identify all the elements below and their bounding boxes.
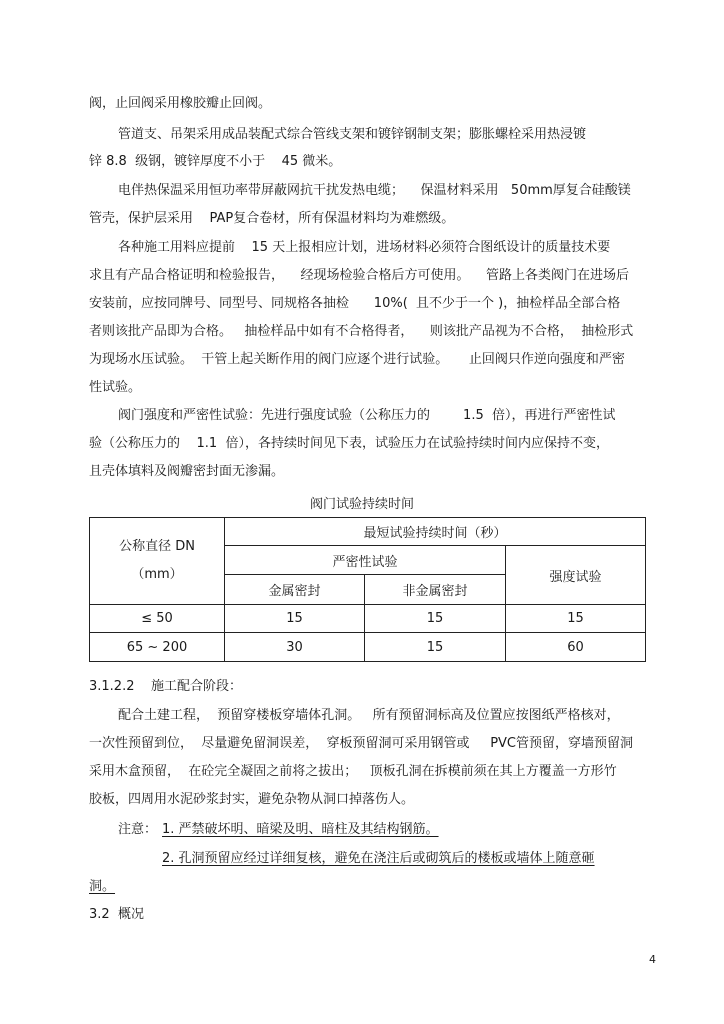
section-heading: 3.1.2.2 施工配合阶段： xyxy=(89,679,243,694)
text-line: 者则该批产品即为合格。 抽检样品中如有不合格得者， 则该批产品视为不合格， 抽检形式 xyxy=(89,324,634,339)
text-line: 为现场水压试验。 干管上起关断作用的阀门应逐个进行试验。 止回阀只作逆向强度和严密 xyxy=(89,352,625,367)
text-line: 管壳，保护层采用 PAP复合卷材，所有保温材料均为难燃级。 xyxy=(89,211,455,226)
cell-metal: 30 xyxy=(225,633,365,662)
text-line: 各种施工用料应提前 15 天上报相应计划，进场材料必须符合图纸设计的质量技术要 xyxy=(118,240,611,255)
text-line: 管道支、吊架采用成品装配式综合管线支架和镀锌钢制支架；膨胀螺栓采用热浸镀 xyxy=(118,127,587,142)
text-line: 胶板，四周用水泥砂浆封实，避免杂物从洞口掉落伤人。 xyxy=(89,792,415,807)
text-line: 电伴热保温采用恒功率带屏蔽网抗干扰发热电缆； 保温材料采用 50mm厚复合硅酸镁 xyxy=(118,183,631,198)
note-label: 注意： xyxy=(118,822,158,837)
text-line: 安装前，应按同牌号、同型号、同规格各抽检 10%( 且不少于一个 )，抽检样品全部合格 xyxy=(89,296,621,311)
cell-strength: 15 xyxy=(506,605,646,633)
note-item-2-cont: 洞。 xyxy=(89,879,116,894)
table-caption: 阀门试验持续时间 xyxy=(309,497,414,512)
header-dn-unit: （mm） xyxy=(131,567,183,582)
header-nonmetal: 非金属密封 xyxy=(365,575,506,605)
table-row xyxy=(90,605,646,633)
cell-nonmetal: 15 xyxy=(365,633,506,662)
text-line: 且壳体填料及阀瓣密封面无渗漏。 xyxy=(89,464,285,479)
text-line: 锌 8.8 级钢，镀锌厚度不小于 45 微米。 xyxy=(89,154,342,169)
cell-dn: ≤ 50 xyxy=(90,605,225,633)
header-dn-cell xyxy=(90,518,225,605)
header-metal: 金属密封 xyxy=(225,575,365,605)
text-line: 采用木盒预留， 在砼完全凝固之前将之拔出； 顶板孔洞在拆模前须在其上方覆盖一方形竹 xyxy=(89,764,617,779)
note-item-2: 2. 孔洞预留应经过详细复核，避免在浇注后或砌筑后的楼板或墙体上随意砸 xyxy=(162,851,595,866)
table-row xyxy=(90,633,646,662)
text-line: 阀门强度和严密性试验：先进行强度试验（公称压力的 1.5 倍），再进行严密性试 xyxy=(118,408,616,423)
cell-metal: 15 xyxy=(225,605,365,633)
text-line: 配合土建工程， 预留穿楼板穿墙体孔洞。 所有预留洞标高及位置应按图纸严格核对， xyxy=(118,708,620,723)
text-line: 验（公称压力的 1.1 倍），各持续时间见下表，试验压力在试验持续时间内应保持不变， xyxy=(89,436,609,451)
text-line: 阀，止回阀采用橡胶瓣止回阀。 xyxy=(89,96,272,111)
header-dn-label: 公称直径 DN xyxy=(119,539,195,554)
text-line: 求且有产品合格证明和检验报告， 经现场检验合格后方可使用。 管路上各类阀门在进场后 xyxy=(89,268,630,283)
header-strength: 强度试验 xyxy=(506,546,646,605)
header-duration: 最短试验持续时间（秒） xyxy=(225,518,646,546)
text-line: 性试验。 xyxy=(89,380,142,395)
header-tightness: 严密性试验 xyxy=(225,546,506,575)
note-item-1: 1. 严禁破坏明、暗梁及明、暗柱及其结构钢筋。 xyxy=(162,822,439,837)
next-section-heading: 3.2 概况 xyxy=(89,907,144,922)
cell-dn: 65 ~ 200 xyxy=(90,633,225,662)
text-line: 一次性预留到位， 尽量避免留洞误差， 穿板预留洞可采用钢管或 PVC管预留，穿墙预留洞 xyxy=(89,736,634,751)
cell-nonmetal: 15 xyxy=(365,605,506,633)
cell-strength: 60 xyxy=(506,633,646,662)
valve-test-table xyxy=(89,517,646,662)
page-number: 4 xyxy=(649,953,656,966)
